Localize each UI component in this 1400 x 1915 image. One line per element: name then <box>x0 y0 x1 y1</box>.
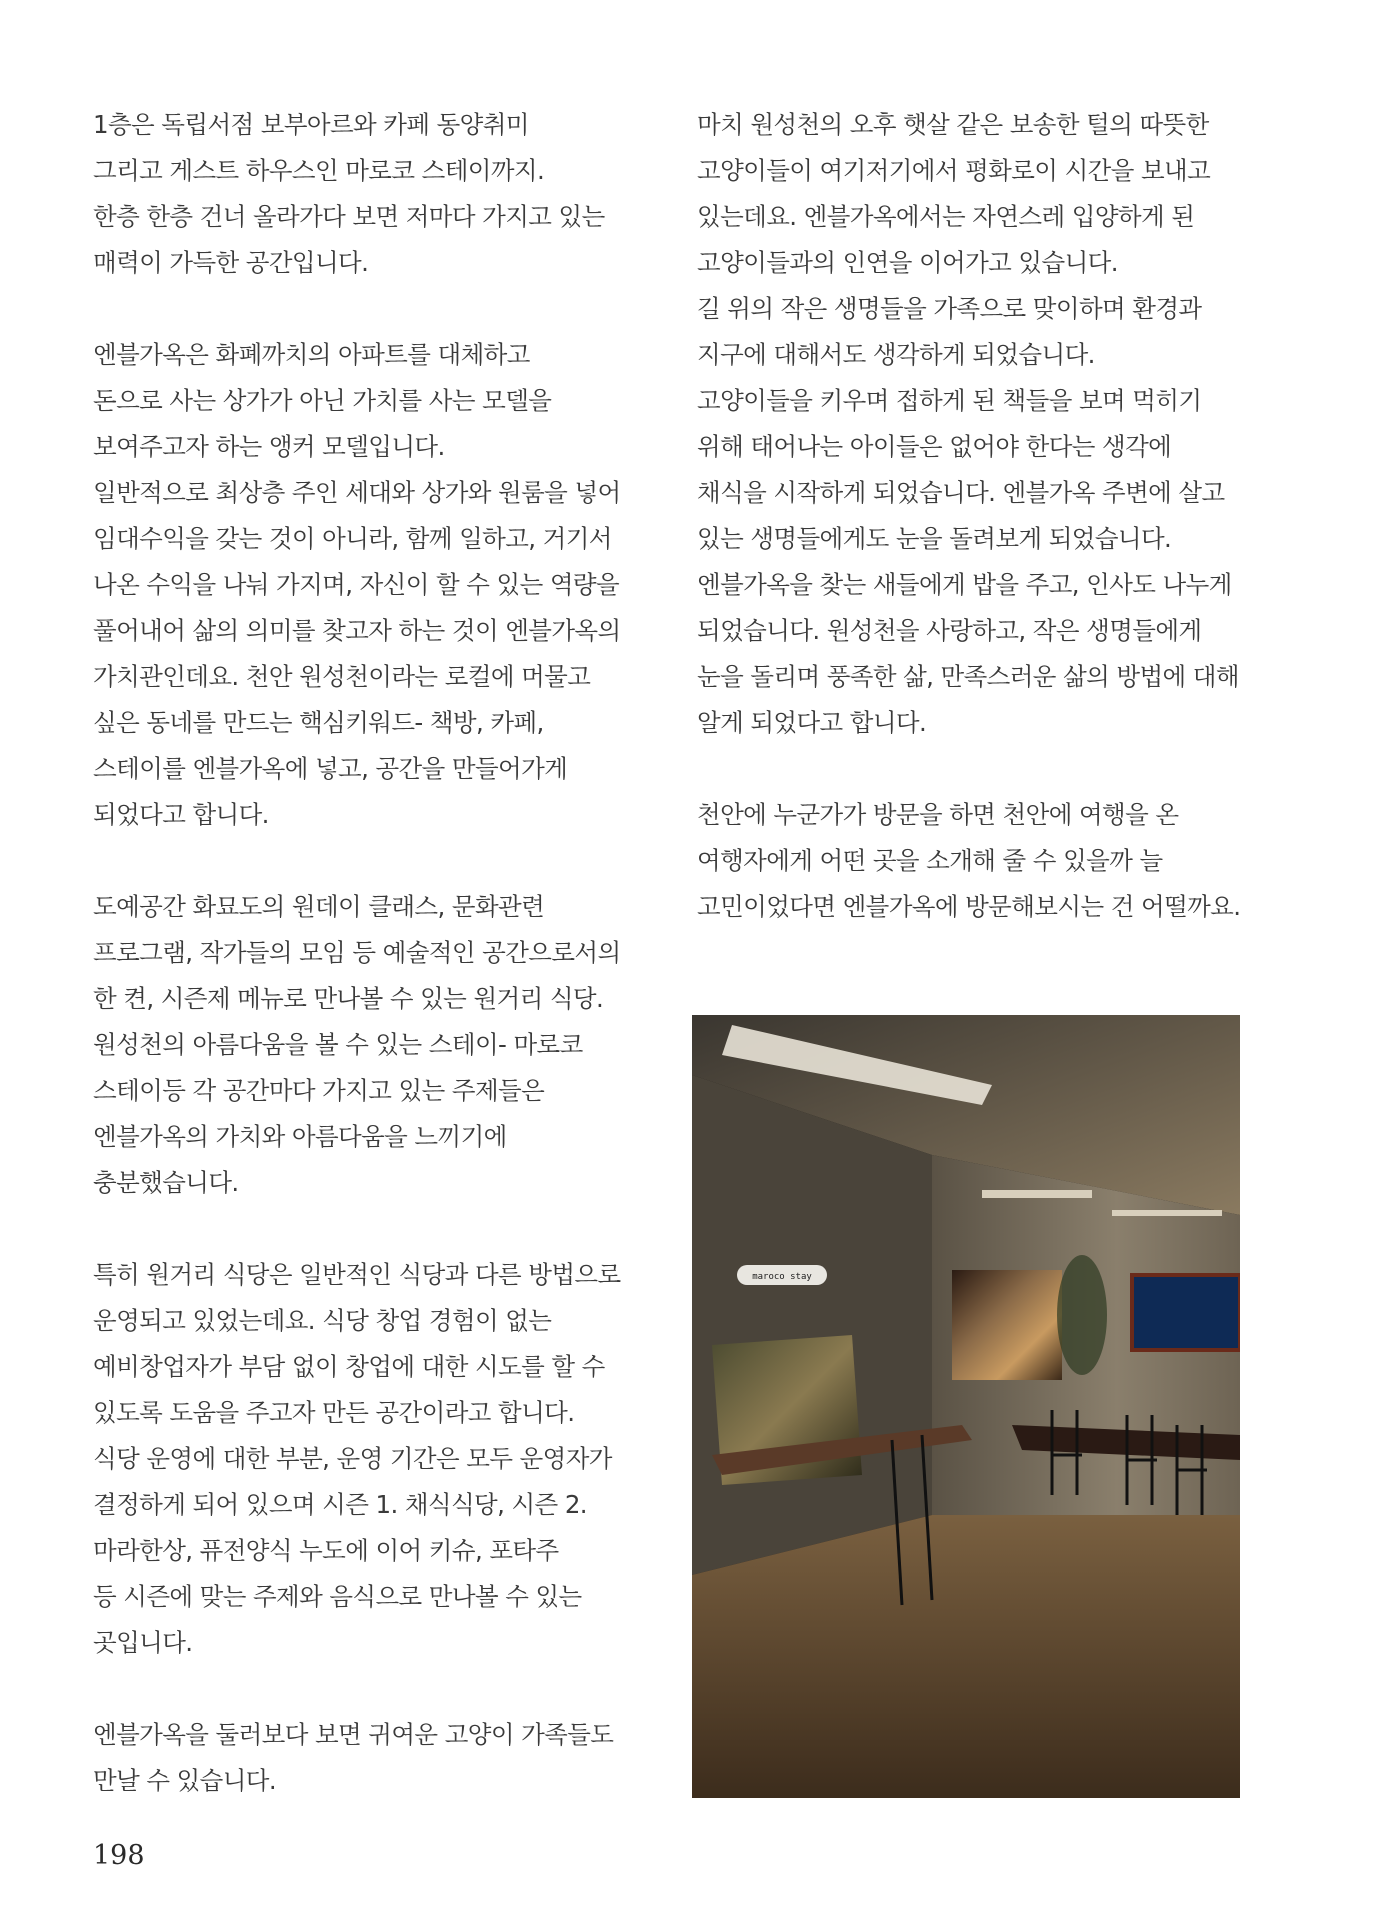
text-line: 풀어내어 삶의 의미를 찾고자 하는 것이 엔블가옥의 <box>93 616 621 645</box>
paragraph-gap <box>93 838 653 884</box>
text-line: 되었다고 합니다. <box>93 800 269 829</box>
text-line: 일반적으로 최상층 주인 세대와 상가와 원룸을 넣어 <box>93 478 621 507</box>
text-line: 특히 원거리 식당은 일반적인 식당과 다른 방법으로 <box>93 1260 621 1289</box>
text-line: 가치관인데요. 천안 원성천이라는 로컬에 머물고 <box>93 662 591 691</box>
paragraph-gap <box>697 746 1257 792</box>
text-line: 한층 한층 건너 올라가다 보면 저마다 가지고 있는 <box>93 202 605 231</box>
sign-text: maroco stay <box>752 1272 812 1282</box>
text-line: 채식을 시작하게 되었습니다. 엔블가옥 주변에 살고 <box>697 478 1225 507</box>
plant <box>1057 1255 1107 1375</box>
ceiling-light-2 <box>1112 1210 1222 1216</box>
text-line: 식당 운영에 대한 부분, 운영 기간은 모두 운영자가 <box>93 1444 612 1473</box>
text-line: 돈으로 사는 상가가 아닌 가치를 사는 모델을 <box>93 386 552 415</box>
text-line: 있는데요. 엔블가옥에서는 자연스레 입양하게 된 <box>697 202 1195 231</box>
text-line: 충분했습니다. <box>93 1168 239 1197</box>
paragraph-gap <box>93 1666 653 1712</box>
text-line: 결정하게 되어 있으며 시즌 1. 채식식당, 시즌 2. <box>93 1490 587 1519</box>
text-line: 스테이를 엔블가옥에 넣고, 공간을 만들어가게 <box>93 754 568 783</box>
text-line: 알게 되었다고 합니다. <box>697 708 927 737</box>
text-line: 프로그램, 작가들의 모임 등 예술적인 공간으로서의 <box>93 938 621 967</box>
text-line: 고양이들이 여기저기에서 평화로이 시간을 보내고 <box>697 156 1211 185</box>
text-line: 싶은 동네를 만드는 핵심키워드- 책방, 카페, <box>93 708 544 737</box>
text-line: 지구에 대해서도 생각하게 되었습니다. <box>697 340 1095 369</box>
text-line: 스테이등 각 공간마다 가지고 있는 주제들은 <box>93 1076 545 1105</box>
text-line: 한 켠, 시즌제 메뉴로 만나볼 수 있는 원거리 식당. <box>93 984 604 1013</box>
text-line: 있도록 도움을 주고자 만든 공간이라고 합니다. <box>93 1398 575 1427</box>
text-line: 여행자에게 어떤 곳을 소개해 줄 수 있을까 늘 <box>697 846 1163 875</box>
text-line: 있는 생명들에게도 눈을 돌려보게 되었습니다. <box>697 524 1172 553</box>
text-line: 눈을 돌리며 풍족한 삶, 만족스러운 삶의 방법에 대해 <box>697 662 1239 691</box>
text-line: 예비창업자가 부담 없이 창업에 대한 시도를 할 수 <box>93 1352 605 1381</box>
window <box>1132 1275 1240 1350</box>
paragraph-gap <box>93 286 653 332</box>
page-number: 198 <box>93 1840 145 1871</box>
text-line: 임대수익을 갖는 것이 아니라, 함께 일하고, 거기서 <box>93 524 612 553</box>
text-line: 도예공간 화묘도의 원데이 클래스, 문화관련 <box>93 892 545 921</box>
right-text-column <box>697 102 1257 930</box>
text-line: 엔블가옥을 찾는 새들에게 밥을 주고, 인사도 나누게 <box>697 570 1232 599</box>
text-line: 마라한상, 퓨전양식 누도에 이어 키슈, 포타주 <box>93 1536 559 1565</box>
text-line: 엔블가옥의 가치와 아름다움을 느끼기에 <box>93 1122 507 1151</box>
left-text-column <box>93 102 653 1804</box>
text-line: 만날 수 있습니다. <box>93 1766 277 1795</box>
text-line: 되었습니다. 원성천을 사랑하고, 작은 생명들에게 <box>697 616 1202 645</box>
text-line: 마치 원성천의 오후 햇살 같은 보송한 털의 따뜻한 <box>697 110 1209 139</box>
text-line: 고민이었다면 엔블가옥에 방문해보시는 건 어떨까요. <box>697 892 1241 921</box>
text-line: 원성천의 아름다움을 볼 수 있는 스테이- 마로코 <box>93 1030 583 1059</box>
text-line: 운영되고 있었는데요. 식당 창업 경험이 없는 <box>93 1306 552 1335</box>
wooden-floor <box>692 1515 1240 1798</box>
text-line: 고양이들을 키우며 접하게 된 책들을 보며 먹히기 <box>697 386 1202 415</box>
text-line: 매력이 가득한 공간입니다. <box>93 248 369 277</box>
text-line: 보여주고자 하는 앵커 모델입니다. <box>93 432 445 461</box>
text-line: 엔블가옥은 화폐까치의 아파트를 대체하고 <box>93 340 530 369</box>
text-line: 천안에 누군가가 방문을 하면 천안에 여행을 온 <box>697 800 1179 829</box>
text-line: 1층은 독립서점 보부아르와 카페 동양취미 <box>93 110 529 139</box>
abstract-painting <box>952 1270 1062 1380</box>
text-line: 길 위의 작은 생명들을 가족으로 맞이하며 환경과 <box>697 294 1202 323</box>
text-line: 등 시즌에 맞는 주제와 음식으로 만나볼 수 있는 <box>93 1582 582 1611</box>
text-line: 엔블가옥을 둘러보다 보면 귀여운 고양이 가족들도 <box>93 1720 614 1749</box>
text-line: 그리고 게스트 하우스인 마로코 스테이까지. <box>93 156 545 185</box>
paragraph-gap <box>93 1206 653 1252</box>
interior-photo-illustration <box>692 1015 1240 1798</box>
text-line: 나온 수익을 나눠 가지며, 자신이 할 수 있는 역량을 <box>93 570 620 599</box>
interior-photo <box>692 1015 1240 1798</box>
text-line: 고양이들과의 인연을 이어가고 있습니다. <box>697 248 1118 277</box>
ceiling-light <box>982 1190 1092 1198</box>
text-line: 위해 태어나는 아이들은 없어야 한다는 생각에 <box>697 432 1172 461</box>
text-line: 곳입니다. <box>93 1628 193 1657</box>
